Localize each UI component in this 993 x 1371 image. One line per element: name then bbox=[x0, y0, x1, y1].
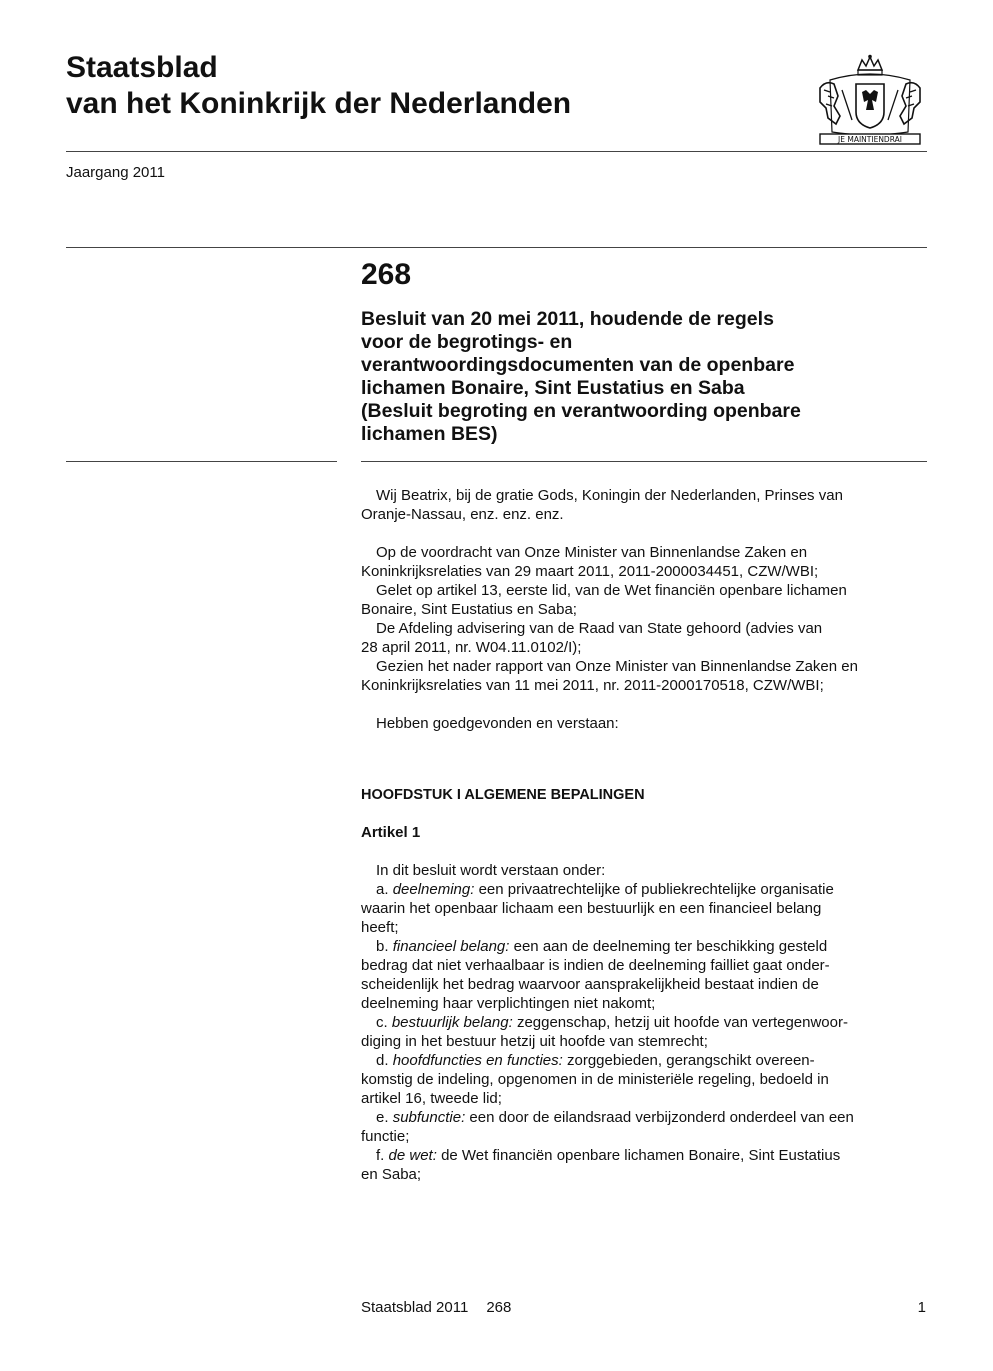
footer-number: 268 bbox=[486, 1299, 512, 1316]
definition-term: subfunctie: bbox=[392, 1109, 466, 1126]
definition-item: e. subfunctie: een door de eilandsraad verbijzonderd onderdeel van een bbox=[376, 1109, 854, 1126]
coat-of-arms-logo bbox=[812, 54, 928, 146]
document-title bbox=[361, 308, 931, 446]
title-rule-top bbox=[66, 247, 927, 248]
definition-term: financieel belang: bbox=[392, 938, 510, 955]
consideration-line: Op de voordracht van Onze Minister van Binnenlandse Zaken en bbox=[376, 544, 808, 561]
definition-item: a. deelneming: een privaatrechtelijke of publiekrechtelijke organisatie bbox=[376, 881, 834, 898]
article-intro: In dit besluit wordt verstaan onder: bbox=[376, 862, 606, 879]
definition-term: deelneming: bbox=[392, 881, 475, 898]
title-line-2: van het Koninkrijk der Nederlanden bbox=[66, 87, 572, 120]
definition-item: b. financieel belang: een aan de deelneming ter beschikking gesteld bbox=[376, 938, 828, 955]
definition-line: scheidenlijk het bedrag waarvoor aansprakelijkheid bestaat indien de bbox=[361, 976, 819, 993]
consideration-line: Koninkrijksrelaties van 29 maart 2011, 2011-2000034451, CZW/WBI; bbox=[361, 563, 819, 580]
definition-item: d. hoofdfuncties en functies: zorggebieden, gerangschikt overeen- bbox=[376, 1052, 815, 1069]
article-heading: Artikel 1 bbox=[361, 824, 421, 841]
definition-item: c. bestuurlijk belang: zeggenschap, hetzij uit hoofde van vertegenwoor- bbox=[376, 1014, 848, 1031]
definition-term: bestuurlijk belang: bbox=[391, 1014, 513, 1031]
consideration-line: De Afdeling advisering van de Raad van State gehoord (advies van bbox=[376, 620, 823, 637]
page-footer bbox=[361, 1299, 511, 1316]
consideration-line: Bonaire, Sint Eustatius en Saba; bbox=[361, 601, 577, 618]
publication-title bbox=[66, 50, 571, 122]
definition-line: bedrag dat niet verhaalbaar is indien de deelneming failliet gaat onder- bbox=[361, 957, 830, 974]
consideration-line: 28 april 2011, nr. W04.11.0102/I); bbox=[361, 639, 582, 656]
year-label: Jaargang 2011 bbox=[66, 164, 165, 181]
consideration-line: Gelet op artikel 13, eerste lid, van de Wet financiën openbare lichamen bbox=[376, 582, 847, 599]
intro-line: Oranje-Nassau, enz. enz. enz. bbox=[361, 506, 564, 523]
footer-publication: Staatsblad 2011 bbox=[361, 1299, 469, 1316]
document-title-line: voor de begrotings- en bbox=[361, 331, 573, 353]
title-rule-right bbox=[361, 461, 927, 462]
intro-line: Wij Beatrix, bij de gratie Gods, Koningin der Nederlanden, Prinses van bbox=[376, 487, 843, 504]
definition-line: heeft; bbox=[361, 919, 399, 936]
document-number: 268 bbox=[361, 258, 412, 291]
definition-term: de wet: bbox=[388, 1147, 437, 1164]
consideration-line: Gezien het nader rapport van Onze Minister van Binnenlandse Zaken en bbox=[376, 658, 858, 675]
title-line-1: Staatsblad bbox=[66, 51, 218, 84]
consideration-line: Koninkrijksrelaties van 11 mei 2011, nr. 2011-2000170518, CZW/WBI; bbox=[361, 677, 824, 694]
definition-line: artikel 16, tweede lid; bbox=[361, 1090, 502, 1107]
document-title-line: Besluit van 20 mei 2011, houdende de regels bbox=[361, 308, 774, 330]
definition-line: komstig de indeling, opgenomen in de ministeriële regeling, bedoeld in bbox=[361, 1071, 829, 1088]
chapter-heading: HOOFDSTUK I ALGEMENE BEPALINGEN bbox=[361, 787, 645, 803]
definition-line: functie; bbox=[361, 1128, 410, 1145]
document-body bbox=[361, 486, 927, 1184]
title-rule-left bbox=[66, 461, 337, 462]
header-rule bbox=[66, 151, 927, 152]
definition-line: diging in het bestuur hetzij uit hoofde van stemrecht; bbox=[361, 1033, 708, 1050]
page-number: 1 bbox=[917, 1299, 926, 1316]
emblem-motto: JE MAINTIENDRAI bbox=[838, 135, 902, 144]
definition-term: hoofdfuncties en functies: bbox=[392, 1052, 563, 1069]
document-title-line: (Besluit begroting en verantwoording openbare bbox=[361, 400, 801, 422]
document-title-line: lichamen Bonaire, Sint Eustatius en Saba bbox=[361, 377, 745, 399]
document-title-line: lichamen BES) bbox=[361, 423, 498, 445]
definition-line: deelneming haar verplichtingen niet nakomt; bbox=[361, 995, 656, 1012]
resolved-line: Hebben goedgevonden en verstaan: bbox=[376, 715, 619, 732]
definition-line: waarin het openbaar lichaam een bestuurlijk en een financieel belang bbox=[361, 900, 822, 917]
document-title-line: verantwoordingsdocumenten van de openbare bbox=[361, 354, 795, 376]
definition-item: f. de wet: de Wet financiën openbare lichamen Bonaire, Sint Eustatius bbox=[376, 1147, 841, 1164]
definition-line: en Saba; bbox=[361, 1166, 422, 1183]
